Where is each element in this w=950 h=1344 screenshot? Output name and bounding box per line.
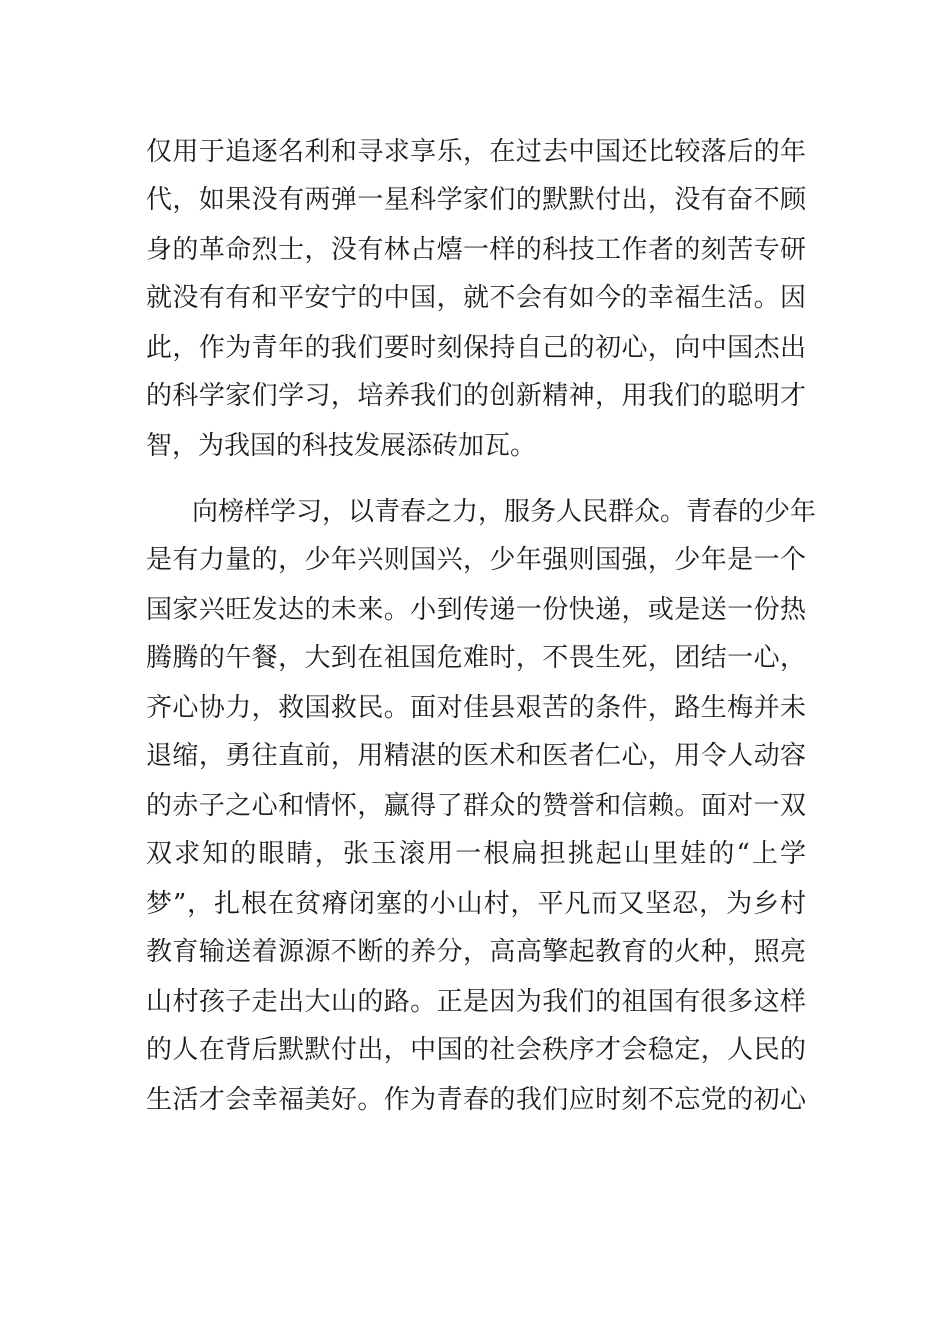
paragraph-2-line-6: 退缩，勇往直前，用精湛的医术和医者仁心，用令人动容 bbox=[146, 741, 806, 771]
paragraph-2-line-3: 国家兴旺发达的未来。小到传递一份快递，或是送一份热 bbox=[146, 595, 806, 625]
paragraph-1-line-7: 智，为我国的科技发展添砖加瓦。 bbox=[146, 431, 537, 461]
paragraph-1-line-3: 身的革命烈士，没有林占熺一样的科技工作者的刻苦专研 bbox=[146, 235, 806, 265]
paragraph-2-line-9: 梦”，扎根在贫瘠闭塞的小山村，平凡而又坚忍，为乡村 bbox=[146, 889, 806, 919]
paragraph-2-line-7: 的赤子之心和情怀，赢得了群众的赞誉和信赖。面对一双 bbox=[146, 791, 806, 821]
paragraph-1-line-2: 代，如果没有两弹一星科学家们的默默付出，没有奋不顾 bbox=[146, 185, 806, 215]
paragraph-2-line-10: 教育输送着源源不断的养分，高高擎起教育的火种，照亮 bbox=[146, 937, 806, 967]
paragraph-2-line-13: 生活才会幸福美好。作为青春的我们应时刻不忘党的初心 bbox=[146, 1085, 806, 1115]
paragraph-2-line-8: 双求知的眼睛，张玉滚用一根扁担挑起山里娃的“上学 bbox=[146, 839, 806, 869]
paragraph-2-line-12: 的人在背后默默付出，中国的社会秩序才会稳定，人民的 bbox=[146, 1035, 806, 1065]
paragraph-1-line-6: 的科学家们学习，培养我们的创新精神，用我们的聪明才 bbox=[146, 381, 806, 411]
paragraph-2-line-5: 齐心协力，救国救民。面对佳县艰苦的条件，路生梅并未 bbox=[146, 693, 806, 723]
paragraph-1-line-1: 仅用于追逐名利和寻求享乐，在过去中国还比较落后的年 bbox=[146, 137, 806, 167]
paragraph-2-line-1: 向榜样学习，以青春之力，服务人民群众。青春的少年 bbox=[192, 497, 817, 527]
paragraph-2-line-4: 腾腾的午餐，大到在祖国危难时，不畏生死，团结一心， bbox=[146, 643, 806, 673]
paragraph-1-line-5: 此，作为青年的我们要时刻保持自己的初心，向中国杰出 bbox=[146, 333, 806, 363]
paragraph-2-line-2: 是有力量的，少年兴则国兴，少年强则国强，少年是一个 bbox=[146, 545, 806, 575]
paragraph-1-line-4: 就没有有和平安宁的中国，就不会有如今的幸福生活。因 bbox=[146, 283, 806, 313]
paragraph-2-line-11: 山村孩子走出大山的路。正是因为我们的祖国有很多这样 bbox=[146, 987, 806, 1017]
